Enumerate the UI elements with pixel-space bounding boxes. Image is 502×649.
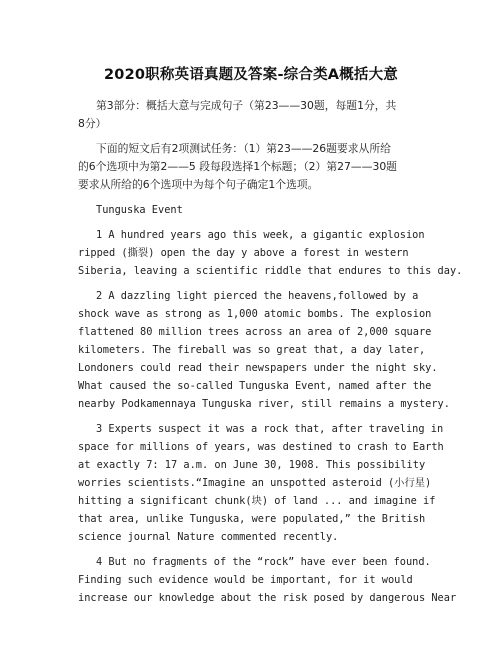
paragraph-3-line: at exactly 7: 17 a.m. on June 30, 1908. This possibility (78, 459, 426, 471)
paragraph-3-line: that area, unlike Tunguska, were populated,” the British (78, 513, 426, 525)
paragraph-1-line: 1 A hundred years ago this week, a gigantic explosion (96, 229, 425, 241)
paragraph-4-line: Finding such evidence would be important, for it would (78, 574, 413, 586)
paragraph-3-line: worries scientists.“Imagine an unspotted asteroid (小行星) (78, 477, 432, 489)
article-heading: Tunguska Event (96, 204, 183, 216)
paragraph-4-line: 4 But no fragments of the “rock” have ever been found. (96, 556, 431, 568)
paragraph-2-line: shock wave as strong as 1,000 atomic bombs. The explosion (78, 308, 432, 320)
paragraph-2-line: Londoners could read their newspapers under the night sky. (78, 362, 438, 374)
intro-line: 8分） (78, 117, 107, 130)
paragraph-2-line: What caused the so-called Tunguska Event, named after the (78, 380, 432, 392)
instruction-line: 下面的短文后有2项测试任务：（1）第23——26题要求从所给 (96, 142, 391, 155)
instruction-line: 要求从所给的6个选项中为每个句子确定1个选项。 (78, 178, 319, 191)
document-title: 2020职称英语真题及答案-综合类A概括大意 (104, 67, 398, 83)
paragraph-1-line: Siberia, leaving a scientific riddle that endures to this day. (78, 265, 463, 277)
paragraph-2-line: kilometers. The fireball was so great that, a day later, (78, 344, 426, 356)
paragraph-3-line: space for millions of years, was destined to crash to Earth (78, 441, 444, 453)
intro-line: 第3部分：概括大意与完成句子（第23——30题，每题1分，共 (96, 99, 397, 112)
paragraph-3-line: hitting a significant chunk(块) of land ... and imagine if (78, 495, 436, 507)
paragraph-2-line: 2 A dazzling light pierced the heavens,followed by a (96, 290, 419, 302)
paragraph-3-line: 3 Experts suspect it was a rock that, after traveling in (96, 423, 444, 435)
paragraph-2-line: flattened 80 million trees across an area of 2,000 square (78, 326, 432, 338)
paragraph-1-line: ripped (撕裂) open the day y above a forest in western (78, 247, 409, 259)
instruction-line: 的6个选项中为第2——5 段每段选择1个标题；（2）第27——30题 (78, 160, 397, 173)
paragraph-4-line: increase our knowledge about the risk posed by dangerous Near (78, 592, 457, 604)
paragraph-2-line: nearby Podkamennaya Tunguska river, still remains a mystery. (78, 398, 450, 410)
paragraph-3-line: science journal Nature commented recently. (78, 531, 339, 543)
